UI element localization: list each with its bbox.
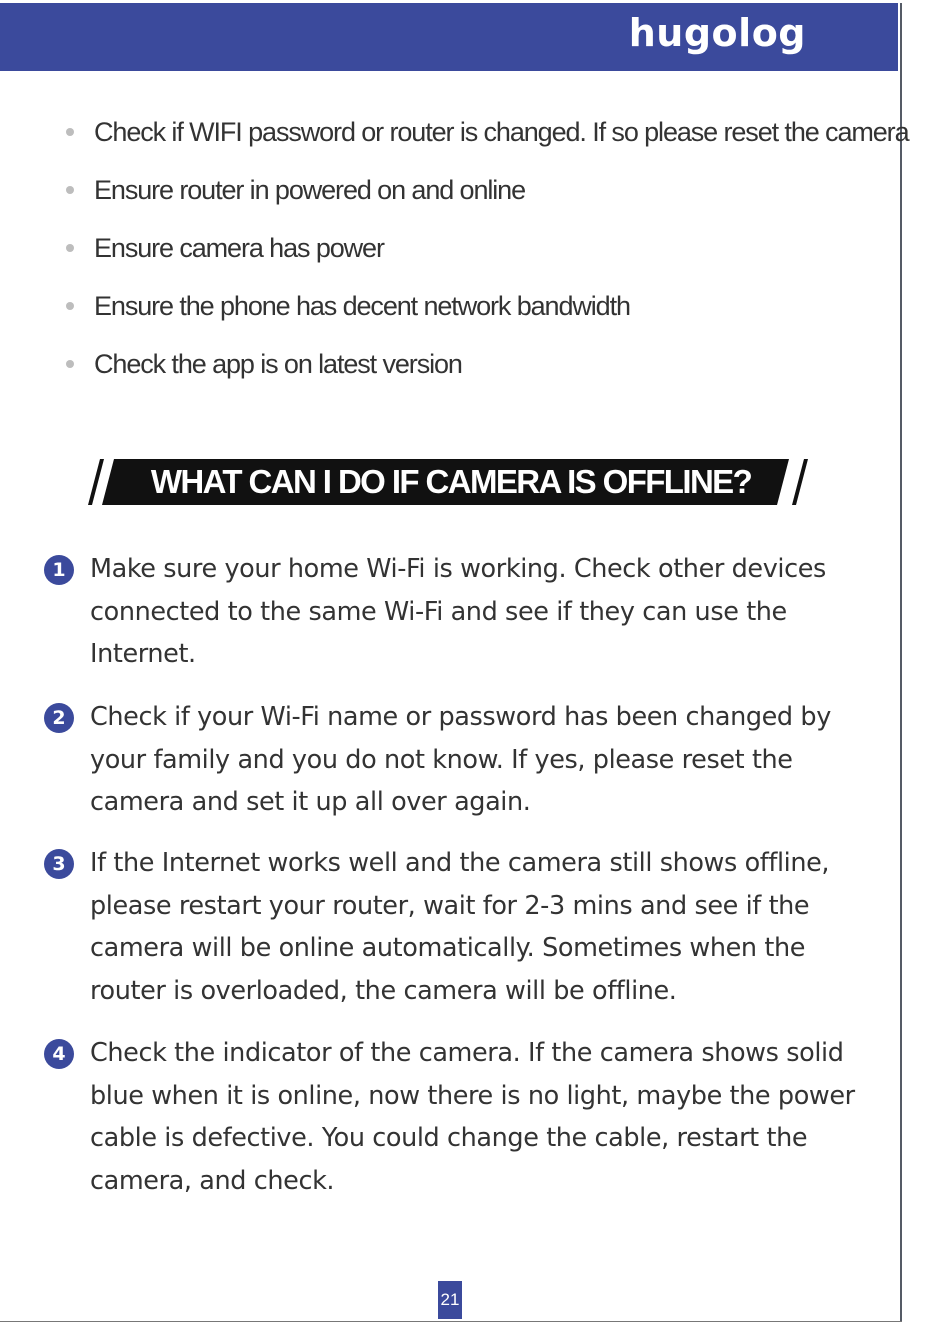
- tip-item: [66, 161, 909, 219]
- step-text: If the Internet works well and the camera still shows offline, please restart your router, wait for 2-3 mins and see if the camera will be online automatically. Sometimes when the router is overloaded, the camera will be offline.: [90, 848, 830, 1006]
- bullet-dot-icon: [66, 244, 74, 252]
- tip-item: [66, 219, 909, 277]
- section-title: WHAT CAN I DO IF CAMERA IS OFFLINE?: [150, 463, 752, 500]
- bullet-dot-icon: [66, 360, 74, 368]
- tip-text: Check if WIFI password or router is changed. If so please reset the camera: [94, 116, 909, 147]
- tip-item: [66, 335, 909, 393]
- step-number-badge: 4: [44, 1039, 74, 1069]
- header-bar: [0, 3, 898, 71]
- page-bottom-rule: [0, 1321, 902, 1322]
- tip-item: [66, 277, 909, 335]
- step-text: Check if your Wi-Fi name or password has been changed by your family and you do not know. If yes, please reset the camera and set it up all over again.: [90, 702, 831, 817]
- step-number-badge: 2: [44, 703, 74, 733]
- step-text: Make sure your home Wi-Fi is working. Check other devices connected to the same Wi-Fi and see if they can use the Internet.: [90, 554, 826, 669]
- step-number-badge: 1: [44, 555, 74, 585]
- step-number-badge: 3: [44, 849, 74, 879]
- tip-text: Check the app is on latest version: [94, 348, 462, 379]
- page-number: 21: [438, 1281, 462, 1319]
- step-text: Check the indicator of the camera. If the camera shows solid blue when it is online, now there is no light, maybe the power cable is defective. You could change the cable, restart the camera, and check.: [90, 1038, 855, 1196]
- brand-logo: hugolog: [628, 11, 806, 55]
- tip-text: Ensure the phone has decent network bandwidth: [94, 290, 630, 321]
- tip-text: Ensure router in powered on and online: [94, 174, 526, 205]
- section-banner: [88, 459, 810, 505]
- tip-text: Ensure camera has power: [94, 232, 384, 263]
- bullet-dot-icon: [66, 186, 74, 194]
- bullet-dot-icon: [66, 128, 74, 136]
- bullet-dot-icon: [66, 302, 74, 310]
- tip-item: [66, 103, 909, 161]
- tips-list: [66, 103, 909, 393]
